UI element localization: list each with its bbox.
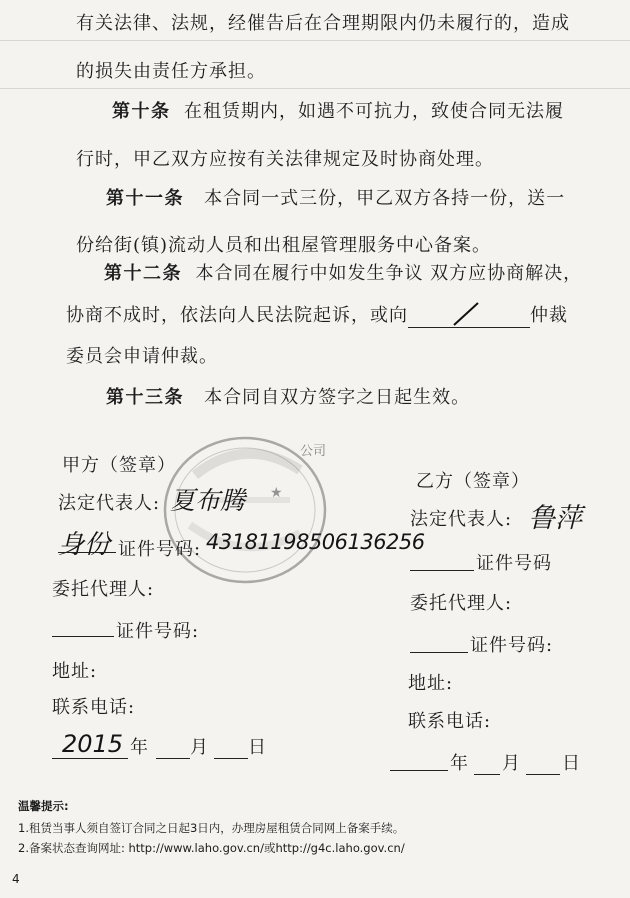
article-11 [106, 187, 565, 211]
article-13-text: 本合同自双方签字之日起生效。 [204, 387, 471, 408]
party-a-phone-label: 联系电话: [52, 697, 136, 718]
party-b-title: 乙方（签章） [416, 471, 530, 492]
article-11-title: 第十一条 [106, 188, 184, 209]
notes-item-2: 2.备案状态查询网址: http://www.laho.gov.cn/或http://g4c.laho.gov.cn/ [18, 841, 405, 855]
article-10-text: 在租赁期内，如遇不可抗力，致使合同无法履 [183, 101, 564, 122]
article-12-line-2b: 仲裁 [530, 305, 568, 326]
party-a-title: 甲方（签章） [62, 455, 176, 476]
party-b-agent-id-blank [410, 634, 468, 653]
article-10 [112, 100, 564, 124]
party-a-id-label: 证件号码: [118, 539, 202, 560]
party-a-day-blank [214, 740, 248, 759]
scan-line [0, 40, 630, 41]
party-a-id-value: 43181198506136256 [206, 530, 425, 554]
party-b-month-label: 月 [502, 753, 521, 774]
party-a-agent-label: 委托代理人: [52, 579, 155, 600]
party-a-id-blank [58, 534, 116, 553]
party-a-month-label: 月 [190, 737, 209, 758]
scan-line [0, 88, 630, 89]
party-b-month-blank [474, 756, 500, 775]
party-b-day-blank [526, 756, 560, 775]
article-13 [106, 386, 470, 410]
party-a-agent-id-blank [52, 618, 114, 637]
svg-text:★: ★ [270, 485, 283, 501]
notes-item-1: 1.租赁当事人须自签订合同之日起3日内，办理房屋租赁合同网上备案手续。 [18, 821, 405, 835]
party-a-day-label: 日 [248, 737, 267, 758]
party-b-year-blank [390, 752, 448, 771]
party-b-year-label: 年 [450, 753, 469, 774]
party-b-rep-label: 法定代表人: [410, 509, 513, 530]
party-a-year-blank [52, 740, 128, 759]
article-12-line-2 [66, 304, 568, 328]
article-10-line-2: 行时，甲乙双方应按有关法律规定及时协商处理。 [76, 149, 494, 170]
party-a-year-label: 年 [130, 737, 149, 758]
article-10-title: 第十条 [112, 101, 171, 122]
body-line-1: 有关法律、法规，经催告后在合理期限内仍未履行的，造成 [76, 13, 570, 34]
party-b-day-label: 日 [562, 753, 581, 774]
party-b-phone-label: 联系电话: [408, 711, 492, 732]
article-12-text: 本合同在履行中如发生争议 双方应协商解决， [195, 263, 583, 284]
party-b-id-label: 证件号码 [476, 553, 552, 574]
party-b-agent-id-label: 证件号码: [470, 635, 554, 656]
notes-title: 温馨提示: [18, 799, 69, 813]
party-a-rep-label: 法定代表人: [58, 493, 161, 514]
party-a-year-value: 2015 [62, 730, 124, 758]
arbitration-blank [408, 309, 530, 328]
article-11-line-2: 份给街(镇)流动人员和出租屋管理服务中心备案。 [76, 235, 492, 256]
article-13-title: 第十三条 [106, 387, 184, 408]
party-b-agent-label: 委托代理人: [410, 593, 513, 614]
page-number: 4 [12, 872, 20, 886]
party-a-rep-signature: 夏布腾 [170, 486, 246, 515]
article-12-title: 第十二条 [104, 263, 182, 284]
party-a-agent-id-label: 证件号码: [116, 621, 200, 642]
article-12 [104, 262, 582, 286]
slash-mark [408, 299, 530, 327]
stamp-text: 公司 [300, 444, 327, 459]
party-b-id-blank [410, 552, 474, 571]
party-a-id-prefix-signature: 身份 [58, 530, 111, 560]
article-12-line-2a: 协商不成时，依法向人民法院起诉，或向 [66, 305, 408, 326]
article-12-line-3: 委员会申请仲裁。 [66, 346, 218, 367]
body-line-2: 的损失由责任方承担。 [76, 61, 266, 82]
party-b-rep-signature: 鲁萍 [528, 503, 582, 534]
article-11-text: 本合同一式三份，甲乙双方各持一份，送一 [204, 188, 566, 209]
party-b-address-label: 地址: [408, 673, 454, 694]
party-a-month-blank [156, 740, 190, 759]
party-a-address-label: 地址: [52, 661, 98, 682]
